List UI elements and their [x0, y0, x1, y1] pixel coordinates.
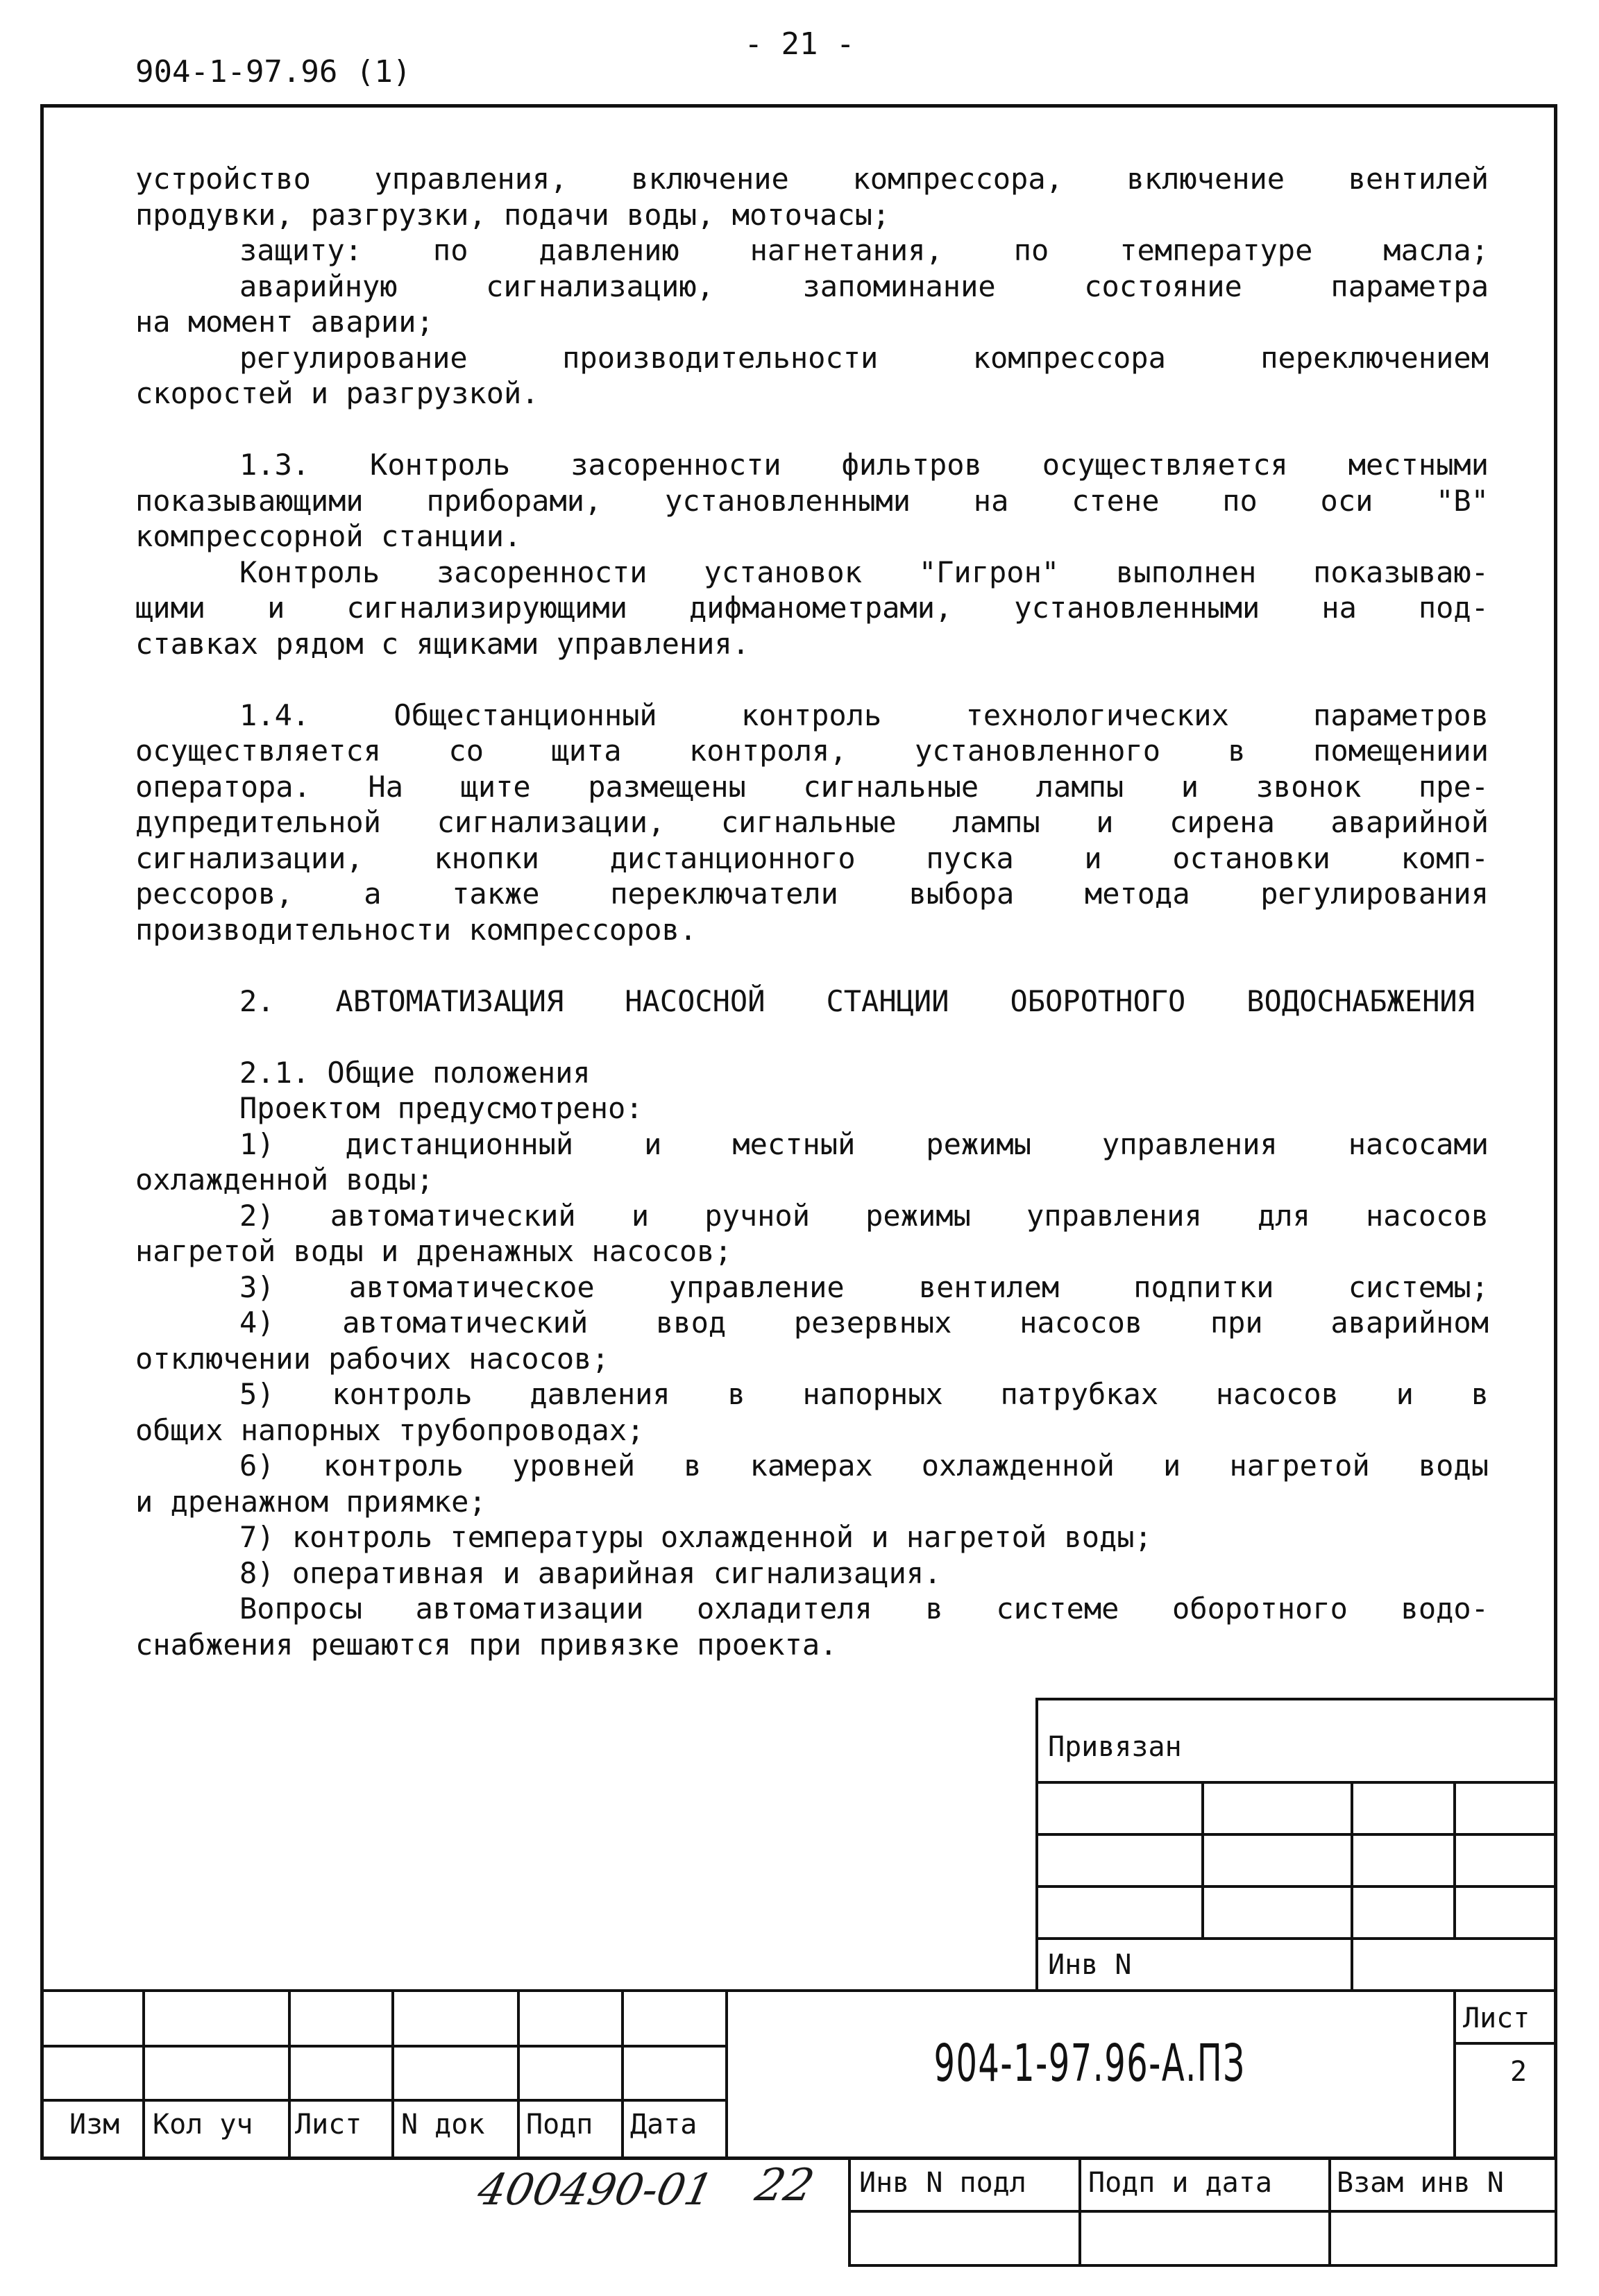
text-line: оператора. На щите размещены сигнальные лампы и звонок пре- — [135, 769, 1489, 804]
text-line: общих напорных трубопроводах; — [135, 1412, 645, 1447]
body-text — [135, 161, 1489, 1662]
column-header: Дата — [630, 2109, 697, 2141]
text-line: 3) автоматическое управление вентилем подпитки системы; — [239, 1269, 1489, 1304]
text-line: 1.3. Контроль засоренности фильтров осуществляется местными — [239, 448, 1489, 482]
section-heading: 2. АВТОМАТИЗАЦИЯ НАСОСНОЙ СТАНЦИИ ОБОРОТНОГО ВОДОСНАБЖЕНИЯ — [239, 984, 1475, 1018]
text-line: сигнализации, кнопки дистанционного пуска и остановки комп- — [135, 841, 1489, 875]
signature-date-header: Подп и дата — [1088, 2167, 1272, 2199]
text-line: 8) оперативная и аварийная сигнализация. — [239, 1555, 942, 1590]
text-line: аварийную сигнализацию, запоминание состояние параметра — [239, 269, 1489, 303]
inventory-original-header: Инв N подл — [859, 2167, 1026, 2199]
sheet-number: 2 — [1510, 2056, 1528, 2088]
text-line: и дренажном приямке; — [135, 1484, 487, 1519]
column-header: Изм — [69, 2109, 120, 2141]
text-line: Вопросы автоматизации охладителя в системе оборотного водо- — [239, 1592, 1489, 1626]
text-line: дупредительной сигнализации, сигнальные лампы и сирена аварийной — [135, 805, 1489, 839]
column-header: Подп — [526, 2109, 593, 2141]
blank-line — [135, 1019, 1489, 1055]
blank-line — [135, 661, 1489, 698]
text-line: 4) автоматический ввод резервных насосов при аварийном — [239, 1306, 1489, 1340]
text-line: 1) дистанционный и местный режимы управления насосами — [239, 1126, 1489, 1161]
text-line: 5) контроль давления в напорных патрубках насосов и в — [239, 1377, 1489, 1411]
text-line: скоростей и разгрузкой. — [135, 376, 539, 410]
text-line: устройство управления, включение компрессора, включение вентилей — [135, 162, 1489, 196]
text-line: 6) контроль уровней в камерах охлажденной и нагретой воды — [239, 1449, 1489, 1483]
column-header: N док — [401, 2109, 485, 2141]
text-line: Контроль засоренности установок "Гигрон" выполнен показываю- — [239, 555, 1489, 589]
subsection-heading: 2.1. Общие положения — [239, 1055, 591, 1090]
text-line: компрессорной станции. — [135, 519, 522, 553]
text-line: на момент аварии; — [135, 305, 434, 339]
text-line: ставках рядом с ящиками управления. — [135, 626, 750, 661]
text-line: защиту: по давлению нагнетания, по температуре масла; — [239, 233, 1489, 267]
text-line: рессоров, а также переключатели выбора метода регулирования — [135, 877, 1489, 911]
text-line: регулирование производительности компрессора переключением — [239, 340, 1489, 375]
column-header: Лист — [295, 2109, 362, 2141]
text-line: 1.4. Общестанционный контроль технологических параметров — [239, 698, 1489, 732]
sheet-label: Лист — [1463, 2002, 1530, 2034]
page-number: - 21 - — [744, 26, 855, 62]
text-line: охлажденной воды; — [135, 1163, 434, 1197]
text-line: 2) автоматический и ручной режимы управления для насосов — [239, 1198, 1489, 1233]
text-line: продувки, разгрузки, подачи воды, моточасы; — [135, 197, 890, 232]
document-code-header: 904-1-97.96 (1) — [135, 54, 412, 90]
text-line: производительности компрессоров. — [135, 912, 697, 947]
text-line: показывающими приборами, установленными на стене по оси "В" — [135, 483, 1489, 518]
text-line: Проектом предусмотрено: — [239, 1091, 643, 1125]
column-header: Кол уч — [153, 2109, 253, 2141]
text-line: отключении рабочих насосов; — [135, 1341, 609, 1376]
text-line: нагретой воды и дренажных насосов; — [135, 1234, 732, 1268]
blank-line — [135, 412, 1489, 448]
text-line: осуществляется со щита контроля, установленного в помещениии — [135, 734, 1489, 768]
text-line: щими и сигнализирующими дифманометрами, установленными на под- — [135, 591, 1489, 625]
handwritten-extra-number: 22 — [751, 2160, 819, 2211]
text-line: 7) контроль температуры охлажденной и нагретой воды; — [239, 1520, 1152, 1554]
inventory-label: Инв N — [1048, 1949, 1132, 1981]
replacement-inventory-header: Взам инв N — [1337, 2167, 1504, 2199]
bound-label: Привязан — [1048, 1731, 1182, 1763]
handwritten-inventory-number: 400490-01 — [473, 2164, 718, 2215]
text-line: снабжения решаются при привязке проекта. — [135, 1627, 838, 1662]
sheet-document-code: 904-1-97.96-А.ПЗ — [933, 2034, 1246, 2093]
blank-line — [135, 947, 1489, 984]
